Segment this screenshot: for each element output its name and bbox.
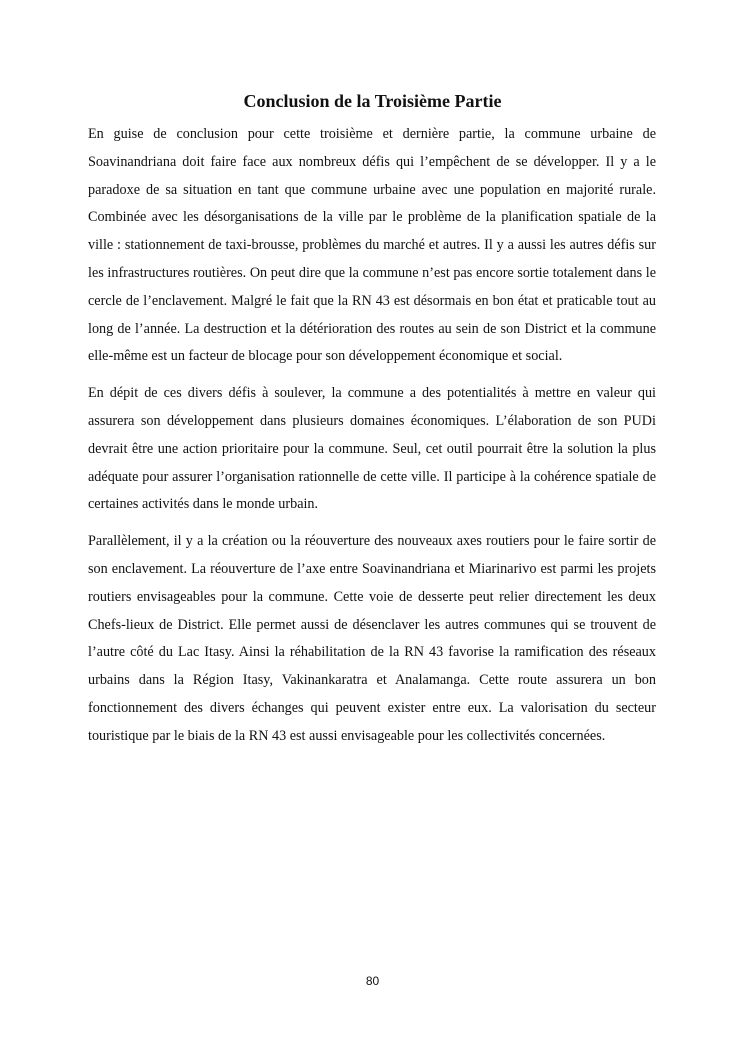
paragraph-3: Parallèlement, il y a la création ou la réouverture des nouveaux axes routiers pour le faire sortir de son enclavement. La réouverture de l’axe entre Soavinandriana et Miarinarivo est parmi les projets routiers envisageables pour la commune. Cette voie de desserte peut relier directement les deux Chefs-lieux de District. Elle permet aussi de désenclaver les autres communes qui se trouvent de l’autre côté du Lac Itasy. Ainsi la réhabilitation de la RN 43 favorise la ramification des réseaux urbains dans la Région Itasy, Vakinankaratra et Analamanga. Cette route assurera un bon fonctionnement des divers échanges qui peuvent exister entre eux. La valorisation du secteur touristique par le biais de la RN 43 est aussi envisageable pour les collectivités concernées.: [88, 533, 656, 744]
paragraph-2: En dépit de ces divers défis à soulever, la commune a des potentialités à mettre en valeur qui assurera son développement dans plusieurs domaines économiques. L’élaboration de son PUDi devrait être une action prioritaire pour la commune. Seul, cet outil pourrait être la solution la plus adéquate pour assurer l’organisation rationnelle de cette ville. Il participe à la cohérence spatiale de certaines activités dans le monde urbain.: [88, 385, 656, 513]
page-number: 80: [365, 974, 380, 988]
page-title: Conclusion de la Troisième Partie: [243, 91, 502, 111]
paragraph-1: En guise de conclusion pour cette troisième et dernière partie, la commune urbaine de Soavinandriana doit faire face aux nombreux défis qui l’empêchent de se développer. Il y a le paradoxe de sa situation en tant que commune urbaine avec une population en majorité rurale. Combinée avec les désorganisations de la ville par le problème de la planification spatiale de la ville : stationnement de taxi-brousse, problèmes du marché et autres. Il y a aussi les autres défis sur les infrastructures routières. On peut dire que la commune n’est pas encore sortie totalement dans le cercle de l’enclavement. Malgré le fait que la RN 43 est désormais en bon état et praticable tout au long de l’année. La destruction et la détérioration des routes au sein de son District et la commune elle-même est un facteur de blocage pour son développement économique et social.: [88, 126, 656, 365]
document-body: [88, 121, 656, 760]
